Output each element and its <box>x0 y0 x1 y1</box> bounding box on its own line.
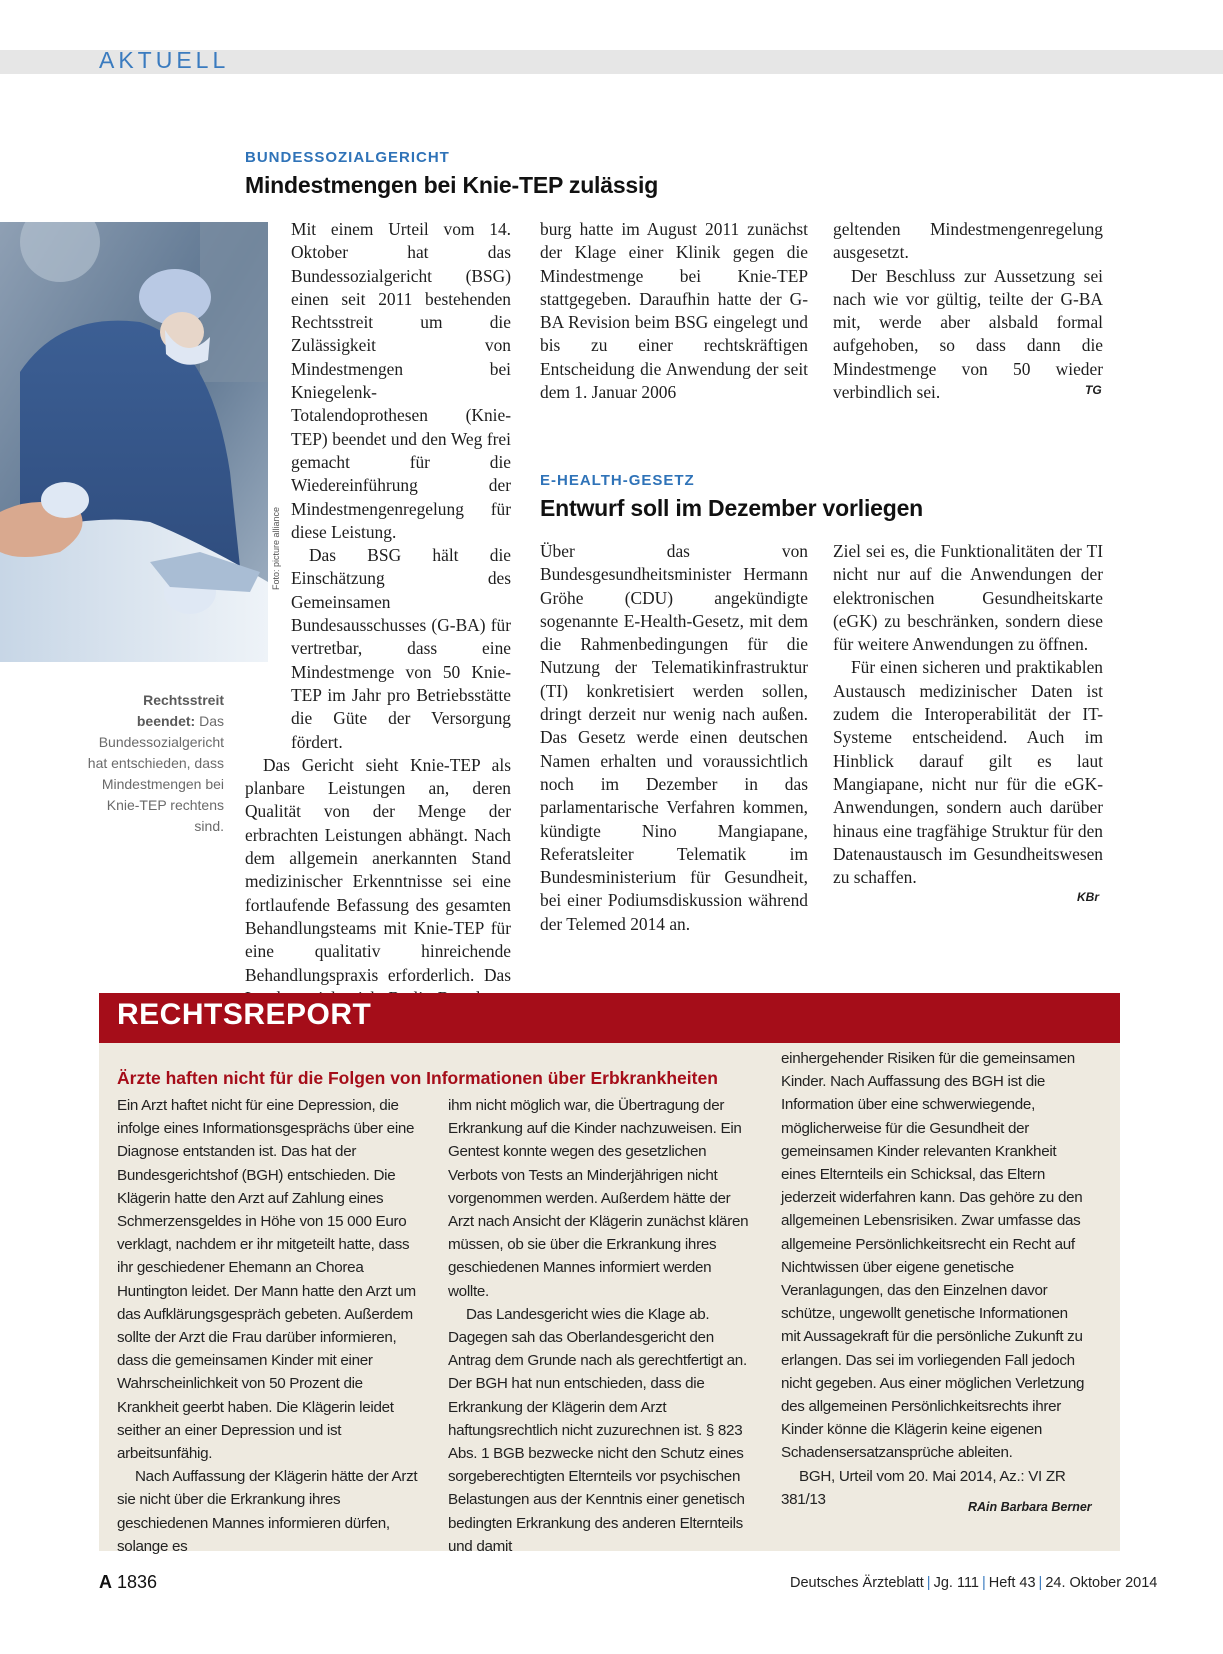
article1-column-2 <box>540 218 808 404</box>
paragraph: BGH, Urteil vom 20. Mai 2014, Az.: VI ZR 381/13 <box>781 1467 1066 1508</box>
photo-caption <box>86 690 224 837</box>
paragraph: Das Gericht sieht Knie-TEP als planbare Leistungen an, deren Qualität von der Menge der erbrachten Leistungen abhängt. Nach dem allgemein anerkannten Stand medizinischer Erkenntnisse sei eine fortlaufende Befassung des gesamten Behandlungsteams mit Knie-TEP für eine qualitativ hinreichende Behandlungspraxis erforderlich. Das <box>245 754 511 985</box>
article1-title: Mindestmengen bei Knie-TEP zulässig <box>245 172 659 198</box>
article1-column-3 <box>833 218 1103 404</box>
rechtsreport-column-1 <box>117 1094 423 1558</box>
page-number <box>99 1572 157 1593</box>
article1-column-1 <box>245 218 511 1010</box>
paragraph: einhergehender Risiken für die gemeinsamen Kinder. Nach Auffassung des BGH ist die Information über eine schwerwiegende, möglicherweise für die Gesundheit der gemeinsamen Kinder relevanten Krankheit eines Elternteils ein Schicksal, das Eltern jederzeit widerfahren kann. Das gehöre zu den allgemeinen Lebensrisiken. Zwar umfasse das allgemeine Persönlichkeitsrecht ein Recht auf Nichtwissen über eigene genetische Veranlagungen, das den Einzelnen davor schütze, ungewollt genetische Informationen mit Aussagekraft für die persönliche Zukunft zu erlangen. Das sei im vorliegenden Fall jedoch nicht gegeben. Aus einer möglichen Verletzung des allgemeinen Persönlichkeitsrechts ihrer Kinder könne die Klägerin keine eigenen Schadensersatzansprüche ableiten. <box>781 1050 1085 1462</box>
paragraph: Mit einem Urteil vom 14. Oktober hat das Bundessozialgericht (BSG) einen seit 2011 bestehenden Rechtsstreit um die Zulässigkeit von Mindestmengen bei Kniegelenk-Totalendoprothesen (Knie-TEP) beendet und den Weg frei gemacht für die Wiedereinführung der Mindestmengenregelung für diese Leistung. <box>291 219 511 542</box>
article2-signature: KBr <box>1077 890 1100 904</box>
journal-name: Deutsches Ärzteblatt <box>790 1575 924 1591</box>
paragraph: Für einen sicheren und praktikablen Austausch medizinischer Daten ist zudem die Interoperabilität der IT-Systeme entscheidend. Auch im Hinblick darauf gilt es laut Mangiapane, nicht nur für die eGK-Anwendungen, sondern auch darüber hinaus eine tragfähige Struktur für den Datenaustausch im Gesundheitswesen zu schaffen. <box>833 657 1103 888</box>
article2-column-1 <box>540 540 808 936</box>
journal-volume: Jg. 111 <box>933 1575 979 1591</box>
article2-title: Entwurf soll im Dezember vorliegen <box>540 495 924 521</box>
journal-info: Deutsches Ärzteblatt | Jg. 111 | Heft 43 | 24. Oktober 2014 <box>790 1575 1158 1591</box>
article1-kicker: BUNDESSOZIALGERICHT <box>245 149 450 166</box>
caption-text: Das Bundessozialgericht hat entschieden, dass Mindestmengen bei Knie-TEP rechtens sind. <box>87 713 224 834</box>
photo-credit: Foto: picture alliance <box>271 506 281 590</box>
article2-column-2 <box>833 540 1103 889</box>
rechtsreport-signature: RAin Barbara Berner <box>968 1500 1092 1514</box>
page-number-value: 1836 <box>117 1572 158 1592</box>
paragraph: Über das von Bundesgesundheitsminister Hermann Gröhe (CDU) angekündigte sogenannte E-Health-Gesetz, mit dem die Rahmenbedingungen für die Nutzung der Telematikinfrastruktur (TI) konkretisiert werden sollen, dringt derzeit nur wenig nach außen. Das Gesetz werde einen deutschen Namen erhalten und voraussichtlich noch im Dezember in das parlamentarische Verfahren kommen, kündigte Nino Mangiapane, Referatsleiter Telematik im Bundesministerium für Gesundheit, bei einer Podiumsdiskussion während der Telemed 2014 an. <box>540 541 808 934</box>
paragraph: geltenden Mindestmengenregelung ausgesetzt. <box>833 219 1103 263</box>
paragraph: Nach Auffassung der Klägerin hätte der Arzt sie nicht über die Erkrankung ihres geschiedenen Mannes informieren dürfen, solange es <box>117 1468 418 1555</box>
paragraph: burg hatte im August 2011 zunächst der Klage einer Klinik gegen die Mindestmenge bei Knie-TEP stattgegeben. Daraufhin hatte der G-BA Revision beim BSG eingelegt und bis zu einer rechtskräftigen Entscheidung die Anwendung der seit dem 1. Januar 2006 <box>540 219 808 403</box>
paragraph: ihm nicht möglich war, die Übertragung der Erkrankung auf die Kinder nachzuweisen. Ein Gentest konnte wegen des gesetzlichen Verbots von Tests an Minderjährigen nicht vorgenommen werden. Außerdem hätte der Arzt nach Ansicht der Klägerin zunächst klären müssen, ob sie über die Erkrankung ihres geschiedenen Mannes informiert werden wollte. <box>448 1097 749 1300</box>
paragraph: Das Landesgericht wies die Klage ab. Dagegen sah das Oberlandesgericht den Antrag dem Grunde nach als gerechtfertigt an. Der BGH hat nun entschieden, dass die Erkrankung der Klägerin dem Arzt haftungsrechtlich nicht zuzurechnen ist. § 823 Abs. 1 BGB bezwecke nicht den Schutz eines sorgeberechtigten Elternteils vor psychischen Belastungen aus der Kenntnis einer genetisch bedingten Erkrankung des anderen Elternteils und damit <box>448 1305 747 1555</box>
rechtsreport-column-2 <box>448 1094 754 1558</box>
rechtsreport-column-3 <box>781 1047 1087 1511</box>
surgery-photo <box>0 222 268 662</box>
article1-signature: TG <box>1085 383 1102 397</box>
paragraph: Das BSG hält die Einschätzung des Gemeinsamen Bundesausschusses (G-BA) für vertretbar, dass eine Mindestmenge von 50 Knie-TEP im Jahr pro Betriebsstätte die Güte der Versorgung fördert. <box>291 545 511 752</box>
page-prefix: A <box>99 1572 112 1592</box>
paragraph: Ziel sei es, die Funktionalitäten der TI nicht nur auf die Anwendungen der elektronischen Gesundheitskarte (eGK) zu beschränken, sondern diese für weitere Anwendungen zu öffnen. <box>833 541 1103 655</box>
section-label: AKTUELL <box>99 47 230 73</box>
journal-date: 24. Oktober 2014 <box>1045 1575 1158 1591</box>
rechtsreport-banner-title: RECHTSREPORT <box>117 998 372 1031</box>
paragraph: Ein Arzt haftet nicht für eine Depression, die infolge eines Informationsgesprächs über eine Diagnose entstanden ist. Das hat der Bundesgerichtshof (BGH) entschieden. Die Klägerin hatte den Arzt auf Zahlung eines Schmerzensgeldes in Höhe von 15 000 Euro verklagt, nachdem er ihr mitgeteilt hatte, dass ihr geschiedener Ehemann an Chorea Huntington leidet. Der Mann hatte den Arzt um das Aufklärungsgespräch gebeten. Außerdem sollte der Arzt die Frau darüber informieren, dass die gemeinsamen Kinder mit einer Wahrscheinlichkeit von 50 Prozent die Krankheit geerbt haben. Die Klägerin leidet seither an einer Depression und ist arbeitsunfähig. <box>117 1097 416 1463</box>
caption-lead: Rechtsstreit beendet: <box>136 692 224 729</box>
journal-issue: Heft 43 <box>988 1575 1036 1591</box>
article2-kicker: E-HEALTH-GESETZ <box>540 472 695 489</box>
rechtsreport-title: Ärzte haften nicht für die Folgen von Informationen über Erbkrankheiten <box>117 1068 718 1088</box>
paragraph: Der Beschluss zur Aussetzung sei nach wie vor gültig, teilte der G-BA mit, werde aber alsbald formal aufgehoben, so dass dann die Mindestmenge von 50 wieder verbindlich sei. <box>833 265 1103 403</box>
